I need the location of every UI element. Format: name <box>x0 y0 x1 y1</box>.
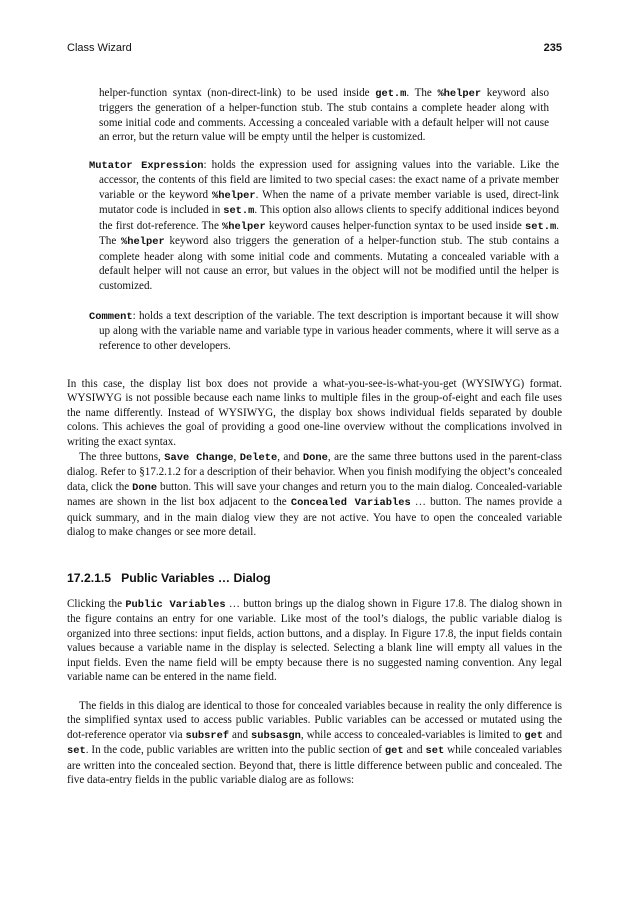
text-run: Clicking the <box>67 598 126 610</box>
code-done: Done <box>302 452 328 464</box>
code-delete: Delete <box>239 452 278 464</box>
comment-item <box>89 309 559 353</box>
code-get: get <box>524 729 544 742</box>
paragraph-wysiwyg <box>67 377 562 449</box>
text-run: , <box>233 451 240 463</box>
code-get-m: get.m <box>375 88 407 100</box>
code-helper: %helper <box>222 220 266 233</box>
code-helper: %helper <box>437 88 482 100</box>
term-comment: Comment <box>89 311 133 323</box>
code-helper: %helper <box>121 236 165 249</box>
code-set-m: set.m <box>525 220 557 233</box>
text-run: … button. The names provide a quick summary, and in the main dialog view they are not active. You have to open the concealed variable dialog to make changes or see more detail. <box>67 496 562 539</box>
code-public-variables: Public Variables <box>125 599 226 611</box>
text-run: . In the code, public variables are written into the public section of <box>85 744 385 757</box>
code-set: set <box>425 745 445 758</box>
text-run: : holds a text description of the variable. The text description is important because it will show up along with the variable name and variable type in various header comments, where it will serve as a reference to other developers. <box>99 310 559 352</box>
code-subsref: subsref <box>185 729 230 742</box>
text-run: The fields in this dialog are identical to those for concealed variables because in reality the only difference is the simplified syntax used to access public variables. Public variables can be accessed or mutated using the dot-reference operator via <box>67 700 562 741</box>
text-run: and <box>543 728 563 741</box>
text-run: … button brings up the dialog shown in Figure 17.8. The dialog shown in the figure contains an entry for one variable. Like most of the tool’s dialogs, the public variable dialog is organized into three sections: input fields, action buttons, and a display. In Figure 17.8, the input fields contain values because a variable name in the display is selected. Selecting a blank line will empty all values in the input fields. Even the name field will be empty because there is no suggested naming convention. Any legal variable name can be entered in the name field. <box>67 598 562 684</box>
text-run: helper-function syntax (non-direct-link) to be used inside <box>99 87 376 99</box>
code-save-change: Save Change <box>164 452 234 464</box>
code-helper: %helper <box>211 189 256 202</box>
code-done: Done <box>132 481 158 494</box>
accessor-continuation <box>89 86 549 145</box>
code-set-m: set.m <box>223 205 255 218</box>
text-run: keyword also triggers the generation of a helper-function stub. The stub contains a complete header along with some initial code and comments. Mutating a concealed variable with a default helper will not cause an error, but values in the object will not be modified until the helper is customized. <box>99 235 559 292</box>
paragraph-public-dialog <box>67 597 562 685</box>
text-run: , and <box>277 451 303 463</box>
text-run: button. This will save your changes and return you to the main dialog. Concealed-variable names are shown in the list box adjacent to the <box>67 480 562 509</box>
code-set: set <box>67 745 86 758</box>
page-number: 235 <box>543 42 562 54</box>
text-run: and <box>403 744 426 757</box>
paragraph-fields <box>67 699 562 788</box>
text-run: keyword causes helper-function syntax to be used inside <box>265 219 526 232</box>
text-run: , are the same three buttons used in the parent-class dialog. Refer to §17.2.1.2 for a description of their behavior. When you finish modifying the object’s concealed data, click the <box>67 451 562 493</box>
section-heading <box>67 571 271 585</box>
code-concealed-variables: Concealed Variables <box>290 497 411 510</box>
text-run: The three buttons, <box>79 451 165 463</box>
text-run: , while access to concealed-variables is limited to <box>300 728 525 741</box>
paragraph-buttons <box>67 450 562 540</box>
mutator-expression-item <box>89 158 559 293</box>
section-number: 17.2.1.5 <box>67 571 112 585</box>
text-run: . When the name of a private member variable is used, direct-link mutator code is included in <box>99 188 559 217</box>
text-run: . This option also allows clients to specify additional indices beyond the first dot-reference. The <box>99 204 559 232</box>
chapter-title: Class Wizard <box>67 42 132 54</box>
running-head <box>67 42 562 58</box>
code-subsasgn: subsasgn <box>251 729 301 742</box>
text-run: In this case, the display list box does not provide a what-you-see-is-what-you-get (WYSIWYG) format. WYSIWYG is not possible because each name links to multiple files in the group-of-eight and each file uses the name differently. Instead of WYSIWYG, the display box shows individual fields separated by double colons. This achieves the goal of providing a good one-line overview without the complications involved in writing the exact syntax. <box>67 378 562 448</box>
text-run: : holds the expression used for assigning values into the variable. Like the accessor, the contents of this field are limited to two special cases: the exact name of a private member variable or the keyword <box>99 159 559 201</box>
section-title: Public Variables … Dialog <box>121 571 271 585</box>
text-run: and <box>229 728 252 741</box>
text-run: . The <box>406 87 438 99</box>
text-run: while concealed variables are written into the concealed section. Beyond that, there is little difference between public and concealed. The five data-entry fields in the public variable dialog are as follows: <box>67 744 562 787</box>
text-run: keyword also triggers the generation of a helper-function stub. The stub contains a complete header along with some initial code and comments. Accessing a concealed variable with a default helper will not cause an error, but the return value will be empty until the helper is customized. <box>99 87 549 144</box>
term-mutator-expression: Mutator Expression <box>89 160 204 172</box>
text-run: . The <box>99 219 559 248</box>
code-get: get <box>384 745 404 758</box>
